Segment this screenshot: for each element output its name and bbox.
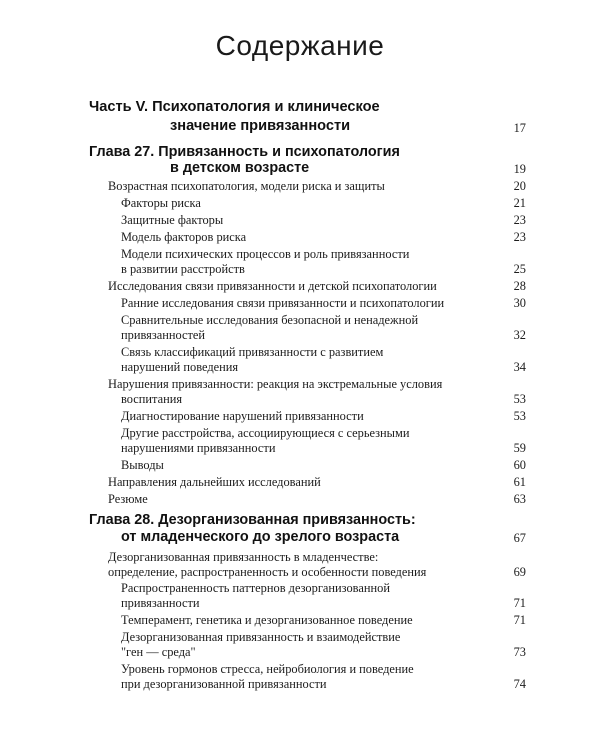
- toc-entry: Дезорганизованная привязанность и взаимодействие: [121, 630, 401, 644]
- toc-entry: Модели психических процессов и роль привязанности: [121, 247, 410, 261]
- toc-page-number: 73: [513, 645, 526, 659]
- toc-page-number: 17: [513, 121, 526, 135]
- toc-page-number: 53: [513, 409, 526, 423]
- toc-entry: Дезорганизованная привязанность в младенчестве:: [108, 550, 379, 564]
- toc-page-number: 69: [513, 565, 526, 579]
- toc-entry: Резюме: [108, 492, 148, 506]
- toc-page-number: 20: [513, 179, 526, 193]
- toc-page-number: 21: [513, 196, 526, 210]
- toc-page-number: 61: [513, 475, 526, 489]
- toc-entry: Диагностирование нарушений привязанности: [121, 409, 364, 423]
- toc-page-number: 32: [513, 328, 526, 342]
- toc-entry-cont: воспитания: [121, 392, 183, 406]
- toc-page-number: 71: [513, 613, 526, 627]
- toc-page-number: 59: [513, 441, 526, 455]
- toc-page-number: 25: [513, 262, 526, 276]
- toc-page-number: 30: [513, 296, 526, 310]
- toc-entry: Нарушения привязанности: реакция на экстремальные условия: [108, 377, 443, 391]
- toc-entry-cont: при дезорганизованной привязанности: [121, 677, 327, 691]
- toc-page-number: 23: [513, 213, 526, 227]
- toc-entry-cont: нарушений поведения: [121, 360, 239, 374]
- toc-entry-cont: привязанностей: [121, 328, 206, 342]
- toc-chapter-heading: Глава 27. Привязанность и психопатология: [89, 144, 400, 160]
- toc-part-heading: Часть V. Психопатология и клиническое: [89, 99, 380, 115]
- toc-chapter-heading: Глава 28. Дезорганизованная привязанность:: [89, 512, 416, 528]
- toc-entry: Факторы риска: [121, 196, 201, 210]
- toc-chapter-heading-cont: в детском возрасте: [170, 160, 310, 176]
- toc-entry: Другие расстройства, ассоциирующиеся с серьезными: [121, 426, 410, 440]
- toc-page-number: 19: [513, 162, 526, 176]
- toc-entry: Защитные факторы: [121, 213, 224, 227]
- toc-page-number: 53: [513, 392, 526, 406]
- toc-entry: Связь классификаций привязанности с развитием: [121, 345, 384, 359]
- toc-entry: Модель факторов риска: [121, 230, 247, 244]
- toc-entry: Сравнительные исследования безопасной и ненадежной: [121, 313, 419, 327]
- toc-entry: Уровень гормонов стресса, нейробиология и поведение: [121, 662, 414, 676]
- toc-entry-cont: нарушениями привязанности: [121, 441, 276, 455]
- toc-page-number: 34: [513, 360, 526, 374]
- toc-page-number: 71: [513, 596, 526, 610]
- toc-chapter-heading-cont: от младенческого до зрелого возраста: [121, 529, 400, 545]
- toc-entry-cont: в развитии расстройств: [121, 262, 245, 276]
- toc-entry-cont: "ген — среда": [121, 645, 196, 659]
- toc-entry: Возрастная психопатология, модели риска и защиты: [108, 179, 385, 193]
- toc-entry: Ранние исследования связи привязанности и психопатологии: [121, 296, 445, 310]
- toc-entry: Направления дальнейших исследований: [108, 475, 321, 489]
- toc-page-number: 67: [513, 531, 526, 545]
- toc-page-number: 74: [513, 677, 526, 691]
- toc-entry: Исследования связи привязанности и детской психопатологии: [108, 279, 437, 293]
- toc-page-number: 28: [513, 279, 526, 293]
- page-title: Содержание: [215, 30, 385, 61]
- toc-entry-cont: привязанности: [121, 596, 200, 610]
- toc-part-heading-cont: значение привязанности: [170, 118, 351, 134]
- toc-entry-cont: определение, распространенность и особенности поведения: [108, 565, 427, 579]
- toc-entry: Распространенность паттернов дезорганизованной: [121, 581, 390, 595]
- toc-page-number: 23: [513, 230, 526, 244]
- toc-page-number: 63: [513, 492, 526, 506]
- toc-page-number: 60: [513, 458, 526, 472]
- toc-entry: Темперамент, генетика и дезорганизованное поведение: [121, 613, 413, 627]
- toc-entry: Выводы: [121, 458, 164, 472]
